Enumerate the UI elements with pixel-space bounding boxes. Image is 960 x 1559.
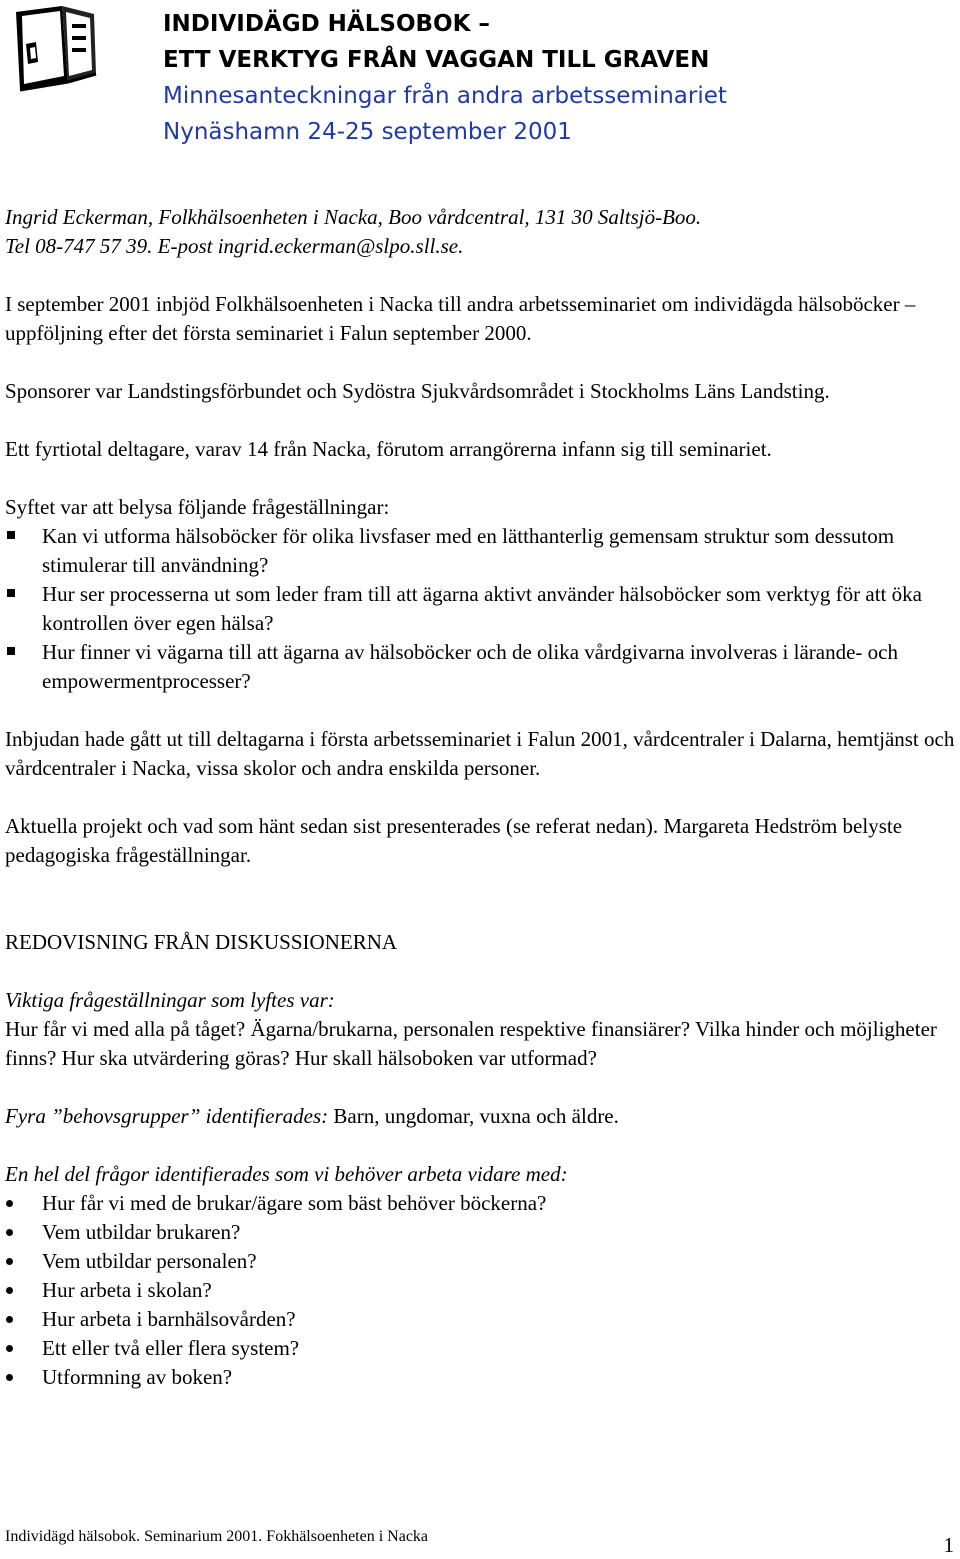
list-item: Hur arbeta i skolan?	[5, 1276, 955, 1305]
subtitle-line-1: Minnesanteckningar från andra arbetsseminariet	[163, 83, 727, 109]
page-footer: Individägd hälsobok. Seminarium 2001. Fokhälsoenheten i Nacka	[5, 1528, 429, 1545]
questions-text: Hur får vi med alla på tåget? Ägarna/brukarna, personalen respektive finansiärer? Vilka hinder och möjligheter finns? Hur ska utvärdering göras? Hur skall hälsoboken var utformad?	[5, 1017, 937, 1070]
projects-paragraph: Aktuella projekt och vad som hänt sedan sist presenterades (se referat nedan). Margareta Hedström belyste pedagogiska frågeställningar.	[5, 814, 903, 867]
purpose-list	[5, 522, 955, 696]
section-heading: REDOVISNING FRÅN DISKUSSIONERNA	[5, 930, 398, 954]
list-item: Vem utbildar brukaren?	[5, 1218, 955, 1247]
invitation-paragraph: Inbjudan hade gått ut till deltagarna i första arbetsseminariet i Falun 2001, vårdcentraler i Dalarna, hemtjänst och vårdcentraler i Nacka, vissa skolor och andra enskilda personer.	[5, 727, 955, 780]
work-label: En hel del frågor identifierades som vi behöver arbeta vidare med:	[5, 1162, 568, 1186]
questions-label: Viktiga frågeställningar som lyftes var:	[5, 988, 335, 1012]
list-item: Utformning av boken?	[5, 1363, 955, 1392]
participants-paragraph: Ett fyrtiotal deltagare, varav 14 från Nacka, förutom arrangörerna infann sig till seminariet.	[5, 437, 772, 461]
list-item: Hur får vi med de brukar/ägare som bäst behöver böckerna?	[5, 1189, 955, 1218]
purpose-intro: Syftet var att belysa följande frågeställningar:	[5, 495, 390, 519]
book-icon	[6, 4, 100, 94]
author-line-2: Tel 08-747 57 39. E-post ingrid.eckerman@slpo.sll.se.	[5, 234, 464, 258]
document-body	[5, 203, 955, 1392]
title-line-2: ETT VERKTYG FRÅN VAGGAN TILL GRAVEN	[163, 47, 710, 73]
groups-text: Barn, ungdomar, vuxna och äldre.	[328, 1104, 619, 1128]
list-item: Kan vi utforma hälsoböcker för olika livsfaser med en lätthanterlig gemensam struktur som dessutom stimulerar till användning?	[5, 522, 955, 580]
author-line-1: Ingrid Eckerman, Folkhälsoenheten i Nacka, Boo vårdcentral, 131 30 Saltsjö-Boo.	[5, 205, 702, 229]
list-item: Hur finner vi vägarna till att ägarna av hälsoböcker och de olika vårdgivarna involveras i lärande- och empowermentprocesser?	[5, 638, 955, 696]
list-item: Vem utbildar personalen?	[5, 1247, 955, 1276]
groups-paragraph	[5, 1102, 955, 1131]
list-item: Hur arbeta i barnhälsovården?	[5, 1305, 955, 1334]
subtitle-line-2: Nynäshamn 24-25 september 2001	[163, 119, 572, 145]
list-item: Ett eller två eller flera system?	[5, 1334, 955, 1363]
list-item: Hur ser processerna ut som leder fram till att ägarna aktivt använder hälsoböcker som verktyg för att öka kontrollen över egen hälsa?	[5, 580, 955, 638]
document-header	[163, 6, 727, 150]
page-number: 1	[943, 1533, 954, 1557]
intro-paragraph: I september 2001 inbjöd Folkhälsoenheten i Nacka till andra arbetsseminariet om individägda hälsoböcker – uppföljning efter det första seminariet i Falun september 2000.	[5, 292, 916, 345]
groups-label: Fyra ”behovsgrupper” identifierades:	[5, 1104, 329, 1128]
sponsors-paragraph: Sponsorer var Landstingsförbundet och Sydöstra Sjukvårdsområdet i Stockholms Läns Landsting.	[5, 379, 830, 403]
work-list	[5, 1189, 955, 1392]
title-line-1: INDIVIDÄGD HÄLSOBOK –	[163, 11, 490, 37]
